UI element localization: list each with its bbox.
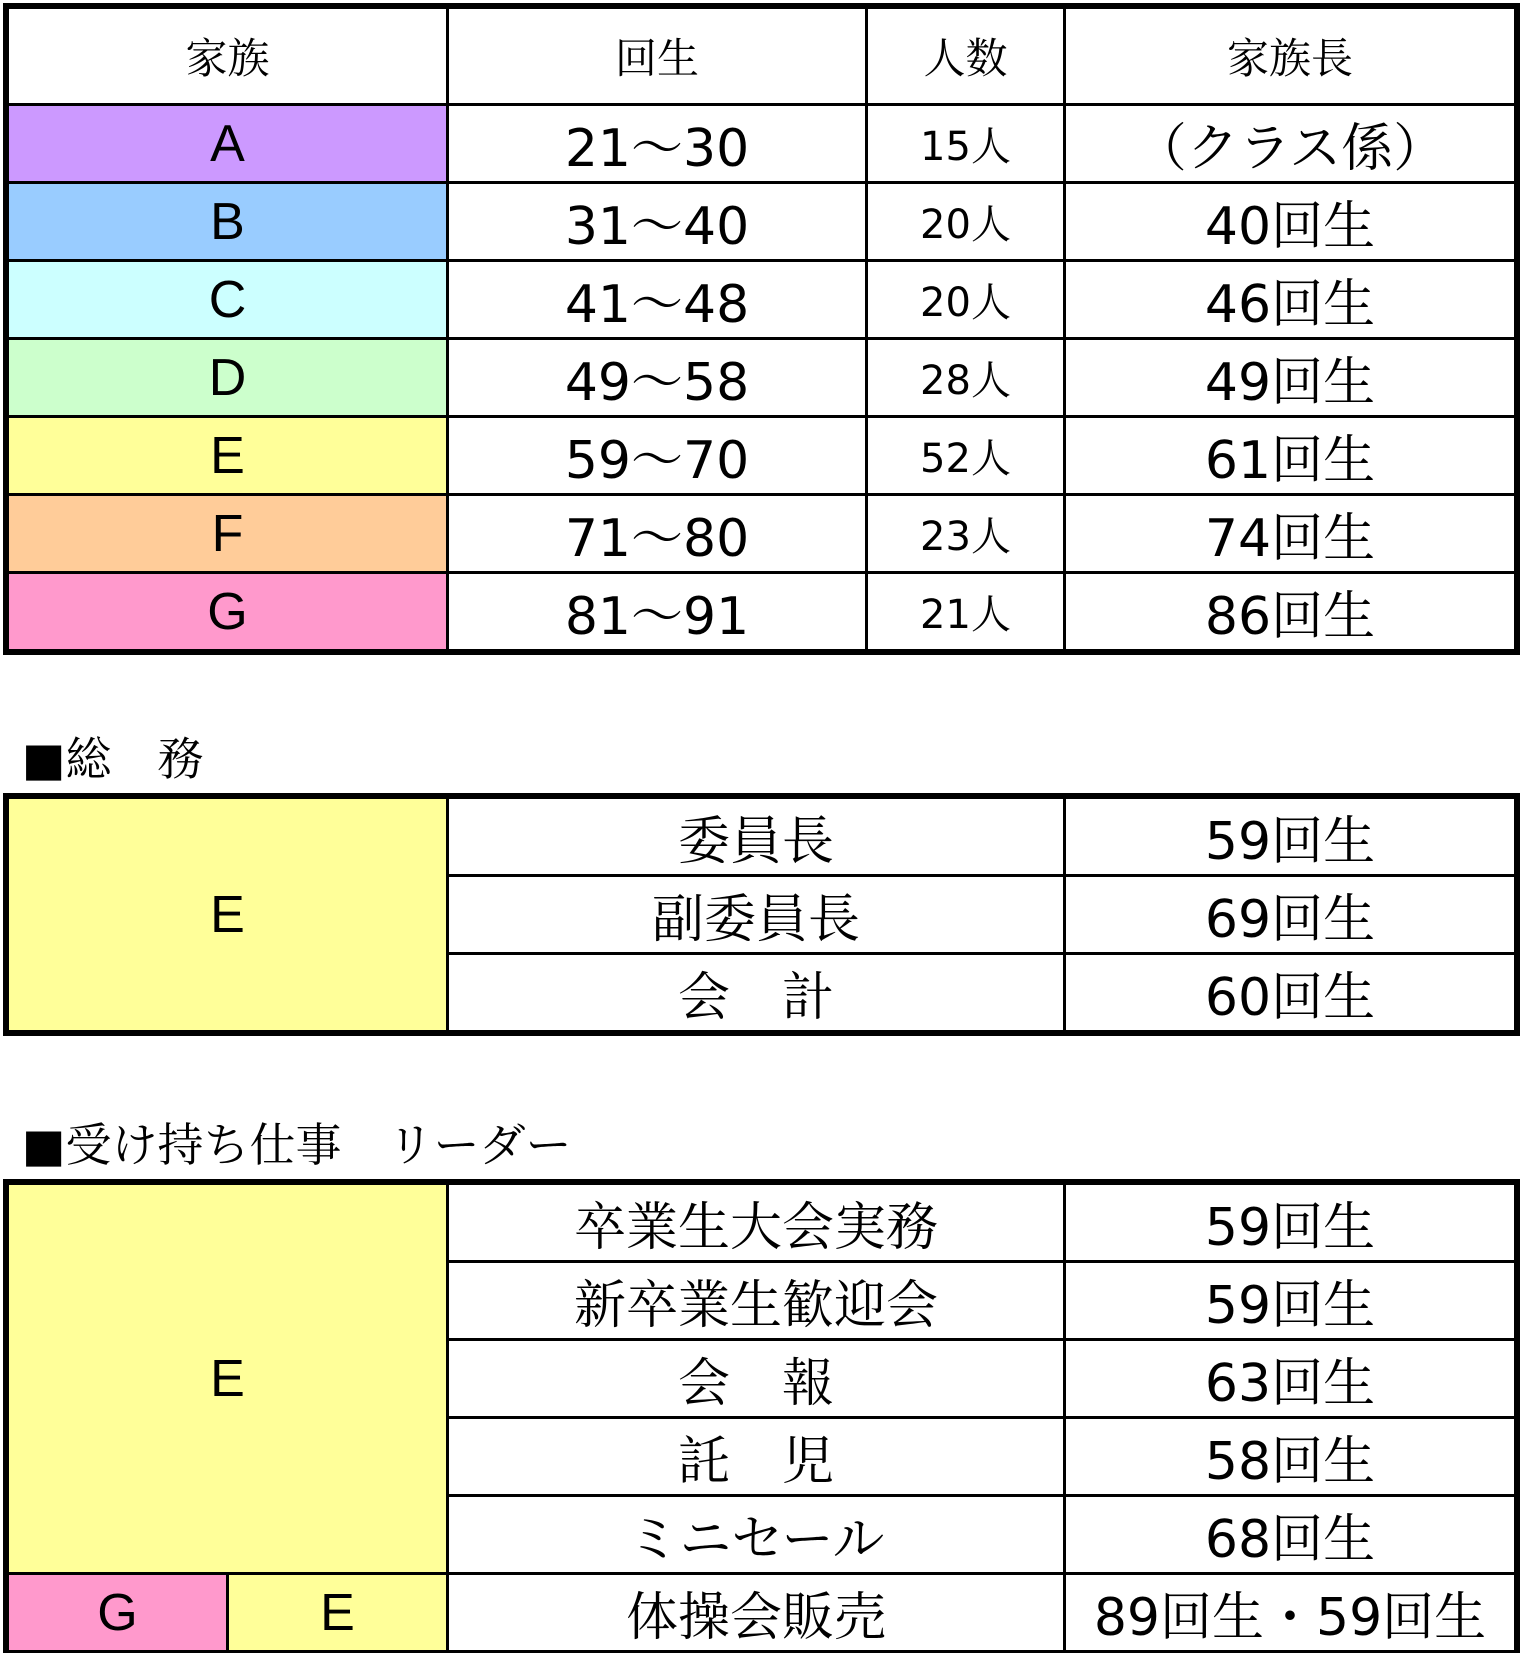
- family-cell: B: [8, 183, 448, 261]
- member-count-cell: 23人: [867, 495, 1065, 573]
- family-table: [6, 6, 1517, 652]
- role-cell: 会 報: [448, 1340, 1065, 1418]
- role-cell: ミニセール: [448, 1496, 1065, 1574]
- family-leader-cell: 86回生: [1065, 573, 1516, 651]
- generation-range-cell: 31〜40: [448, 183, 867, 261]
- member-cell: 59回生: [1065, 1262, 1516, 1340]
- soumu-table: [6, 796, 1517, 1033]
- table-row: [8, 798, 1516, 876]
- table-row: [8, 183, 1516, 261]
- generation-range-cell: 21〜30: [448, 105, 867, 183]
- role-cell: 委員長: [448, 798, 1065, 876]
- family-cell: G: [8, 573, 448, 651]
- role-cell: 託 児: [448, 1418, 1065, 1496]
- family-table-header: [8, 8, 1516, 105]
- member-count-cell: 52人: [867, 417, 1065, 495]
- role-cell: 新卒業生歓迎会: [448, 1262, 1065, 1340]
- family-cell: D: [8, 339, 448, 417]
- member-cell: 63回生: [1065, 1340, 1516, 1418]
- table-row: [8, 1574, 1516, 1652]
- header-family: 家族: [8, 8, 448, 105]
- member-cell: 89回生・59回生: [1065, 1574, 1516, 1652]
- member-cell: 58回生: [1065, 1418, 1516, 1496]
- generation-range-cell: 71〜80: [448, 495, 867, 573]
- header-family-leader: 家族長: [1065, 8, 1516, 105]
- table-row: [8, 339, 1516, 417]
- family-leader-cell: 74回生: [1065, 495, 1516, 573]
- leader-section-title: ■受け持ち仕事 リーダー: [22, 1118, 572, 1172]
- family-cell-e: E: [228, 1574, 448, 1652]
- soumu-section-title: ■総 務: [22, 732, 204, 786]
- family-cell: F: [8, 495, 448, 573]
- member-cell: 59回生: [1065, 1184, 1516, 1262]
- member-count-cell: 21人: [867, 573, 1065, 651]
- table-row: [8, 261, 1516, 339]
- table-row: [8, 573, 1516, 651]
- header-generation: 回生: [448, 8, 867, 105]
- family-leader-cell: （クラス係）: [1065, 105, 1516, 183]
- role-cell: 卒業生大会実務: [448, 1184, 1065, 1262]
- family-leader-cell: 49回生: [1065, 339, 1516, 417]
- table-row: [8, 1184, 1516, 1262]
- member-cell: 69回生: [1065, 876, 1516, 954]
- member-cell: 59回生: [1065, 798, 1516, 876]
- soumu-family-cell: E: [8, 798, 448, 1032]
- table-row: [8, 105, 1516, 183]
- family-cell: E: [8, 417, 448, 495]
- role-cell: 体操会販売: [448, 1574, 1065, 1652]
- family-cell: A: [8, 105, 448, 183]
- table-row: [8, 495, 1516, 573]
- family-cell-g: G: [8, 1574, 228, 1652]
- generation-range-cell: 81〜91: [448, 573, 867, 651]
- generation-range-cell: 59〜70: [448, 417, 867, 495]
- family-cell: C: [8, 261, 448, 339]
- member-count-cell: 15人: [867, 105, 1065, 183]
- header-count: 人数: [867, 8, 1065, 105]
- member-cell: 60回生: [1065, 954, 1516, 1032]
- family-leader-cell: 40回生: [1065, 183, 1516, 261]
- member-count-cell: 20人: [867, 183, 1065, 261]
- leader-family-cell: E: [8, 1184, 448, 1574]
- member-cell: 68回生: [1065, 1496, 1516, 1574]
- member-count-cell: 20人: [867, 261, 1065, 339]
- role-cell: 会 計: [448, 954, 1065, 1032]
- generation-range-cell: 41〜48: [448, 261, 867, 339]
- generation-range-cell: 49〜58: [448, 339, 867, 417]
- member-count-cell: 28人: [867, 339, 1065, 417]
- table-row: [8, 417, 1516, 495]
- leader-table: [6, 1182, 1517, 1653]
- family-leader-cell: 61回生: [1065, 417, 1516, 495]
- family-leader-cell: 46回生: [1065, 261, 1516, 339]
- role-cell: 副委員長: [448, 876, 1065, 954]
